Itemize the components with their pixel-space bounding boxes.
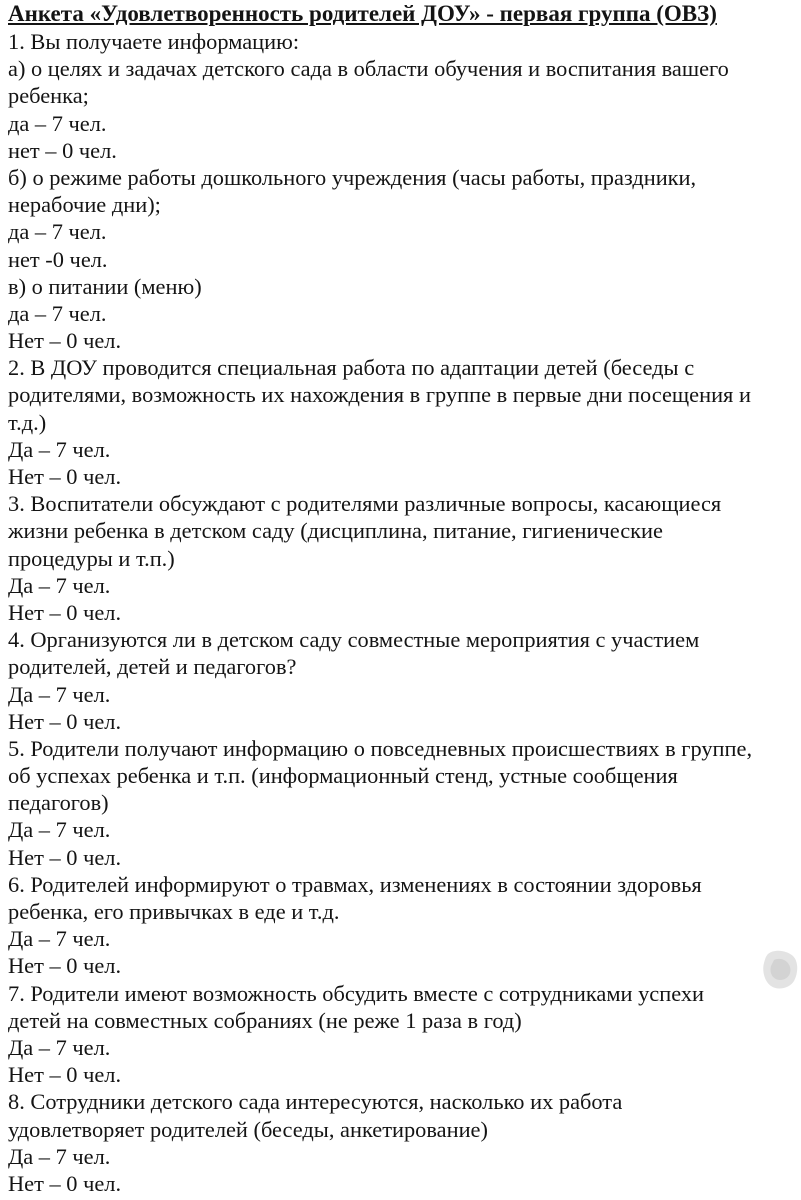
answer-line: Да – 7 чел. <box>8 1034 111 1060</box>
answer-line: Да – 7 чел. <box>8 1143 111 1169</box>
paper-blot <box>760 948 800 992</box>
question-line: ребенка, его привычках в еде и т.д. <box>8 899 340 924</box>
answer-line: Нет – 0 чел. <box>8 1170 122 1196</box>
text-line: б) о режиме работы дошкольного учреждения (часы работы, праздники, <box>8 164 697 190</box>
answer-line: да – 7 чел. <box>8 300 107 326</box>
text-line: ребенка; <box>8 83 89 109</box>
question-line: педагогов) <box>8 790 109 816</box>
question-line: родителями, возможность их нахождения в группе в первые дни посещения и <box>8 382 751 408</box>
document-title: Анкета «Удовлетворенность родителей ДОУ» - первая группа (ОВЗ) <box>8 1 717 26</box>
question-line: 4. Организуются ли в детском саду совместные мероприятия с участием <box>8 627 700 653</box>
question-line: родителей, детей и педагогов? <box>8 654 297 680</box>
text-line: 1. Вы получаете информацию: <box>8 29 300 54</box>
text-line: в) о питании (меню) <box>8 273 202 299</box>
question-line: 8. Сотрудники детского сада интересуются, насколько их работа <box>8 1089 623 1115</box>
answer-line: Да – 7 чел. <box>8 681 111 707</box>
answer-line: Да – 7 чел. <box>8 926 111 952</box>
question-line: удовлетворяет родителей (беседы, анкетирование) <box>8 1116 488 1142</box>
document-body <box>8 28 798 1197</box>
question-line: об успехах ребенка и т.п. (информационный стенд, устные сообщения <box>8 763 678 789</box>
question-line: процедуры и т.п.) <box>8 545 175 571</box>
answer-line: нет – 0 чел. <box>8 137 117 163</box>
answer-line: Нет – 0 чел. <box>8 328 122 354</box>
question-line: 5. Родители получают информацию о повседневных происшествиях в группе, <box>8 735 753 761</box>
question-line: 6. Родителей информируют о травмах, изменениях в состоянии здоровья <box>8 871 702 897</box>
answer-line: да – 7 чел. <box>8 219 107 245</box>
answer-line: Да – 7 чел. <box>8 817 111 843</box>
answer-line: Нет – 0 чел. <box>8 844 122 870</box>
question-line: жизни ребенка в детском саду (дисциплина, питание, гигиенические <box>8 518 663 544</box>
answer-line: да – 7 чел. <box>8 110 107 136</box>
answer-line: Нет – 0 чел. <box>8 1062 122 1088</box>
answer-line: Да – 7 чел. <box>8 436 111 462</box>
question-line: 2. В ДОУ проводится специальная работа по адаптации детей (беседы с <box>8 355 695 381</box>
answer-line: Нет – 0 чел. <box>8 464 122 489</box>
document-page <box>8 0 798 1200</box>
answer-line: Нет – 0 чел. <box>8 708 122 734</box>
text-line: нерабочие дни); <box>8 192 161 218</box>
question-line: т.д.) <box>8 409 47 435</box>
answer-line: нет -0 чел. <box>8 246 108 272</box>
question-line: детей на совместных собраниях (не реже 1 раза в год) <box>8 1007 522 1033</box>
text-line: а) о целях и задачах детского сада в области обучения и воспитания вашего <box>8 56 729 82</box>
question-line: 7. Родители имеют возможность обсудить вместе с сотрудниками успехи <box>8 980 705 1006</box>
answer-line: Нет – 0 чел. <box>8 599 122 625</box>
answer-line: Нет – 0 чел. <box>8 953 122 979</box>
answer-line: Да – 7 чел. <box>8 572 111 598</box>
question-line: 3. Воспитатели обсуждают с родителями различные вопросы, касающиеся <box>8 491 722 517</box>
